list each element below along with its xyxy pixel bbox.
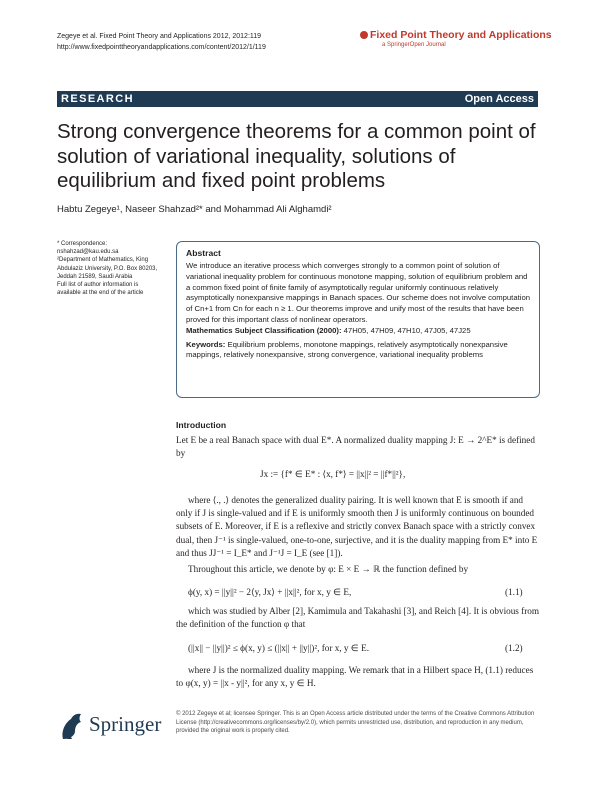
- keywords-value: Equilibrium problems, monotone mappings, relatively asymptotically nonexpansive mappings, relatively nonexpansive, strong convergence, variational inequality problems: [186, 339, 508, 360]
- msc-value: 47H05, 47H09, 47H10, 47J05, 47J25: [341, 325, 471, 335]
- citation-header: [57, 31, 266, 53]
- keywords-label: Keywords:: [186, 339, 226, 349]
- keywords-line: [186, 340, 530, 362]
- author-list: Habtu Zegeye¹, Naseer Shahzad²* and Mohammad Ali Alghamdi²: [57, 204, 332, 215]
- abstract-text: We introduce an iterative process which converges strongly to a common point of solution of variational inequality problem for continuous monotone mapping, solution of equilibrium problem and a common fixed point of finite family of asymptotically regular uniformly continuous relatively asymptotically nonexpansive mappings in Banach spaces. Our scheme does not involve computation of Cn+1 from Cn for each n ≥ 1. Our theorems improve and unify most of the results that have been proved for this important class of nonlinear operators.: [186, 261, 530, 324]
- article-title: Strong convergence theorems for a common point of solution of variational inequality, solutions of equilibrium and fixed point problems: [57, 120, 536, 192]
- paragraph: Throughout this article, we denote by φ: E × E → ℝ the function defined by: [188, 564, 469, 574]
- paragraph: Let E be a real Banach space with dual E*. A normalized duality mapping J: E → 2^E* is defined by: [176, 435, 535, 459]
- correspondence-email[interactable]: * Correspondence: nshahzad@kau.edu.sa: [57, 241, 119, 256]
- springer-horse-icon: [57, 709, 87, 743]
- citation-line: Zegeye et al. Fixed Point Theory and Applications 2012, 2012:119: [57, 33, 262, 40]
- article-type: RESEARCH: [61, 93, 134, 105]
- journal-icon: [360, 31, 368, 39]
- journal-subtitle: a SpringerOpen Journal: [382, 42, 446, 48]
- equation: Jx := {f* ∈ E* : ⟨x, f*⟩ = ||x||² = ||f*||²},: [260, 469, 406, 479]
- journal-name: Fixed Point Theory and Applications: [370, 29, 552, 41]
- msc-label: Mathematics Subject Classification (2000):: [186, 325, 342, 335]
- paragraph: where J is the normalized duality mapping. We remark that in a Hilbert space H, (1.1) reduces to φ(x, y) = ||x - y||², for any x, y ∈ H.: [176, 665, 534, 689]
- open-access-label: Open Access: [464, 93, 534, 105]
- equation-number: (1.2): [505, 643, 523, 653]
- journal-logo: [370, 29, 552, 49]
- author-info-note: Full list of author information is available at the end of the article: [57, 282, 144, 297]
- equation-number: (1.1): [505, 587, 523, 597]
- msc-line: [186, 326, 530, 337]
- affiliation: ²Department of Mathematics, King Abdulaziz University, P.O. Box 80203, Jeddah 21589, Saudi Arabia: [57, 257, 158, 280]
- correspondence-sidebar: [57, 240, 162, 297]
- section-heading: Introduction: [176, 420, 227, 430]
- article-url[interactable]: http://www.fixedpointtheoryandapplications.com/content/2012/1/119: [57, 44, 266, 51]
- article-type-banner: [57, 91, 538, 107]
- license-text: © 2012 Zegeye et al; licensee Springer. This is an Open Access article distributed under the terms of the Creative Commons Attribution License (http://creativecommons.org/licenses/by/2.0), which permits unrestricted use, distribution, and reproduction in any medium, provided the original work is properly cited.: [176, 711, 535, 734]
- equation-1-1: ϕ(y, x) = ||y||² − 2⟨y, Jx⟩ + ||x||², for x, y ∈ E,: [188, 587, 352, 597]
- equation-1-2: (||x|| − ||y||)² ≤ ϕ(x, y) ≤ (||x|| + ||y||)², for x, y ∈ E.: [188, 643, 370, 653]
- springer-wordmark: Springer: [89, 712, 162, 736]
- abstract-heading: Abstract: [186, 248, 221, 258]
- paragraph: which was studied by Alber [2], Kamimula and Takahashi [3], and Reich [4]. It is obvious from the definition of the function φ that: [176, 606, 540, 630]
- paragraph: where ⟨., .⟩ denotes the generalized duality pairing. It is well known that E is smooth if and only if J is single-valued and if E is uniformly smooth then J is uniformly continuous on bounded subsets of E. Moreover, if E is a reflexive and strictly convex Banach space with a strictly convex dual, then J⁻¹ is single-valued, one-to-one, surjective, and it is the duality mapping from E* into E and thus JJ⁻¹ = I_E* and J⁻¹J = I_E (see [1]).: [176, 495, 538, 558]
- abstract-box: [176, 241, 540, 398]
